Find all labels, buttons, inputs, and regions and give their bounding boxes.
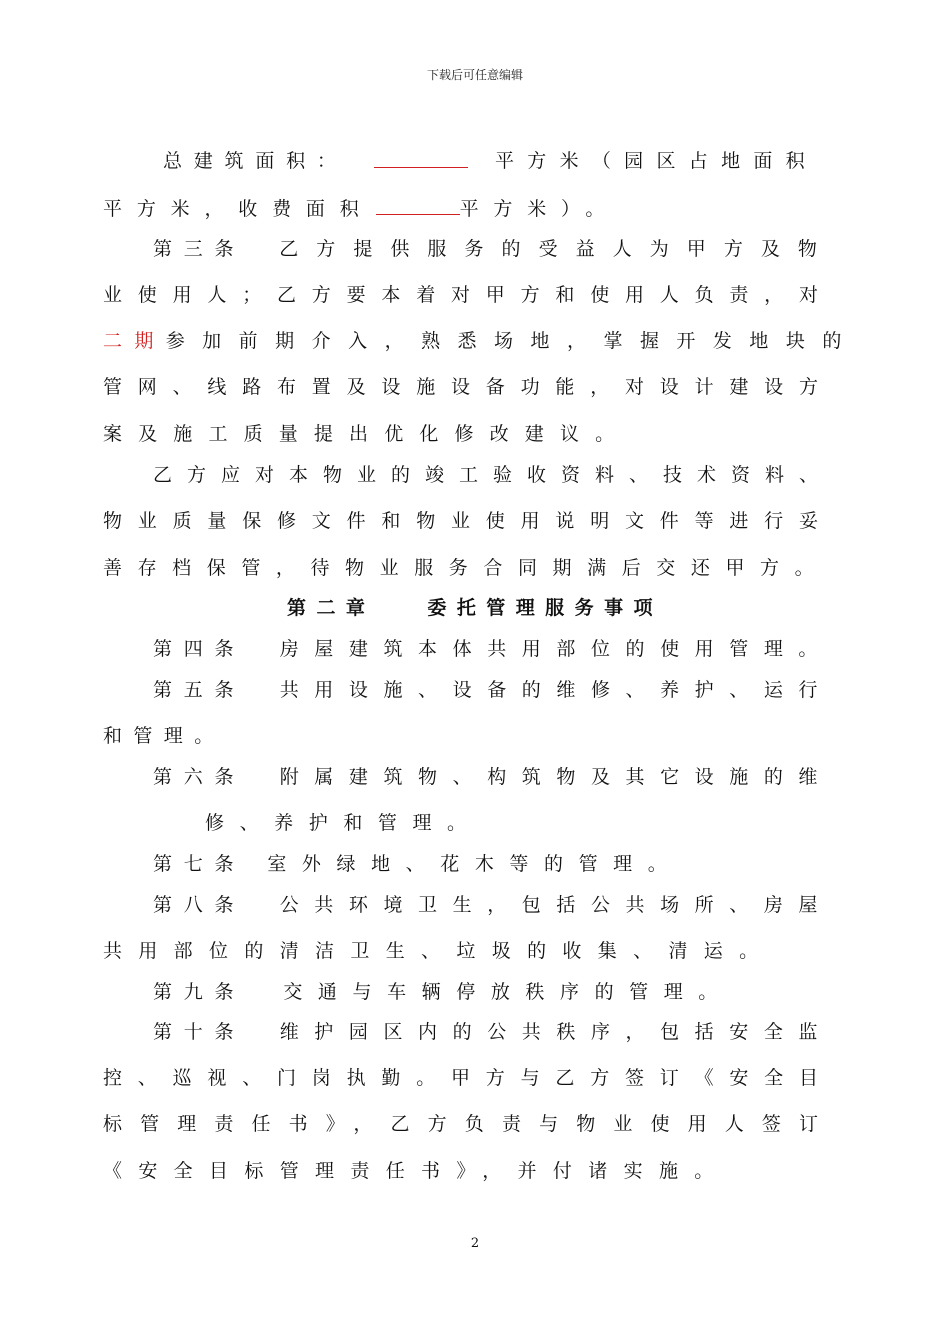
article-5-label: 第五条 [153,679,246,701]
article-8-line [153,891,833,919]
article-6-label: 第六条 [153,766,246,788]
article-3-line [153,235,835,263]
phase-two-highlight: 二期 [103,330,166,352]
total-area-label: 总建筑面积： [163,150,348,172]
paragraph-line: 控、巡视、门岗执勤。甲方与乙方签订《安全目 [103,1067,818,1089]
charge-area-line [103,194,818,223]
total-area-blank[interactable] [374,147,468,168]
article-4-text: 房屋建筑本体共用部位的使用管理。 [279,638,833,660]
article-9-label: 第九条 [153,981,246,1003]
page-number: 2 [470,1236,480,1251]
paragraph-line: 《安全目标管理责任书》，并付诸实施。 [103,1160,730,1182]
article-10-text: 维护园区内的公共秩序，包括安全监 [279,1021,833,1043]
article-5-text: 共用设施、设备的维修、养护、运行 [279,679,833,701]
chapter-title [0,594,950,622]
article-3-label: 第三条 [153,238,246,260]
paragraph-line: 案及施工质量提出优化修改建议。 [103,423,631,445]
total-area-line [163,147,818,175]
article-10-label: 第十条 [153,1021,246,1043]
article-7-text: 室外绿地、花木等的管理。 [267,853,683,875]
total-area-unit: 平方米（园区占地面积 [494,150,818,172]
paragraph-line: 修、养护和管理。 [205,812,482,834]
paragraph-line: 善存档保管，待物业服务合同期满后交还甲方。 [103,557,830,579]
article-7-line [153,850,818,878]
phase-two-text: 参加前期介入，熟悉场地，掌握开发地块的 [165,330,859,352]
article-8-text: 公共环境卫生，包括公共场所、房屋 [279,894,833,916]
paragraph-line: 共用部位的清洁卫生、垃圾的收集、清运。 [103,940,775,962]
paragraph-line: 标管理责任书》，乙方负责与物业使用人签订 [103,1113,818,1135]
chapter-name: 委托管理服务事项 [427,597,663,619]
phase-two-line [103,327,859,355]
article-6-line [153,763,833,791]
paragraph-line: 和管理。 [103,725,225,747]
charge-area-unit: 平方米）。 [459,198,620,220]
article-5-line [153,676,833,704]
paragraph-line: 乙方应对本物业的竣工验收资料、技术资料、 [153,464,818,486]
paragraph-line: 业使用人；乙方要本着对甲方和使用人负责，对 [103,284,818,306]
paragraph-line: 物业质量保修文件和物业使用说明文件等进行妥 [103,510,818,532]
article-9-line [153,978,818,1006]
charge-area-blank[interactable] [376,194,460,215]
charge-area-label: 平方米，收费面积 [103,198,374,220]
article-6-text: 附属建筑物、构筑物及其它设施的维 [279,766,833,788]
article-7-label: 第七条 [153,853,246,875]
article-4-label: 第四条 [153,638,246,660]
page-header: 下载后可任意编辑 [426,68,523,82]
paragraph-line: 管网、线路布置及设施设备功能，对设计建设方 [103,376,818,398]
article-3-text: 乙方提供服务的受益人为甲方及物 [279,238,835,260]
article-4-line [153,635,833,663]
article-8-label: 第八条 [153,894,246,916]
chapter-number: 第二章 [287,597,376,619]
article-9-text: 交通与车辆停放秩序的管理。 [283,981,733,1003]
article-10-line [153,1018,833,1046]
